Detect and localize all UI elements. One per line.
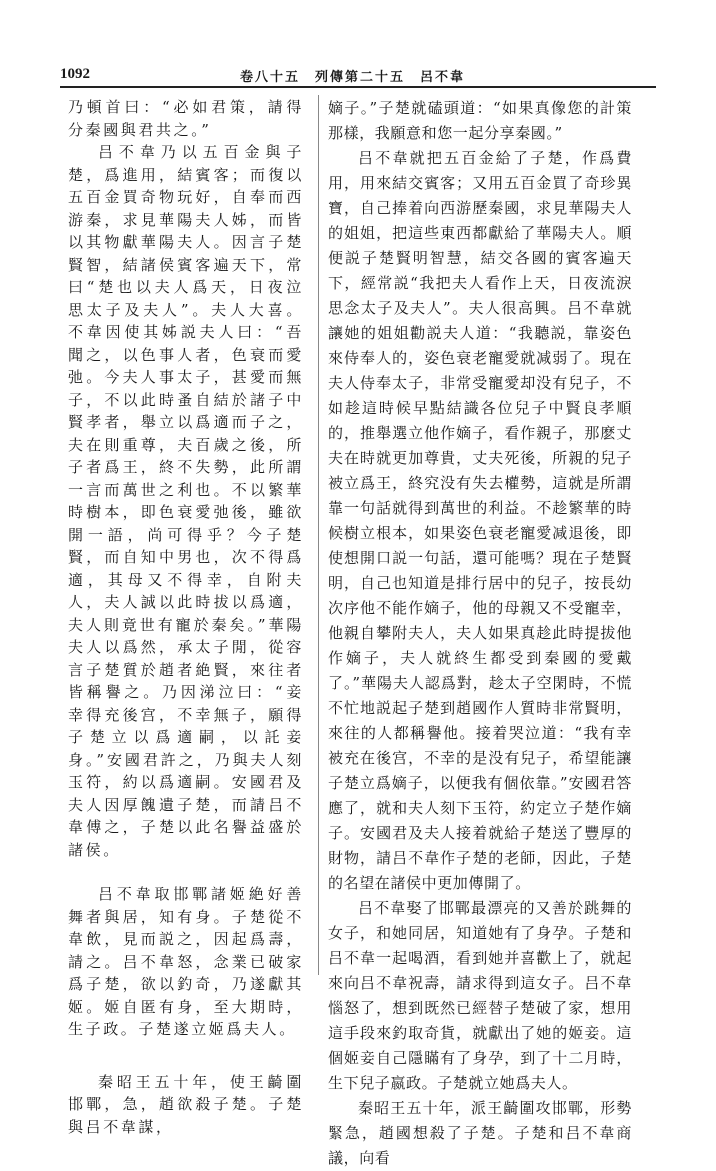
translation-paragraph-2: 吕不韋就把五百金給了子楚，作爲費用，用來結交賓客；又用五百金買了奇珍異寶，自己捧着向西游歷秦國，求見華陽夫人的姐姐，把這些東西都獻給了華陽夫人。順便説子楚賢明智慧，結交各國的賓客遍天下，經常説“我把夫人看作上天，日夜流淚思念太子及夫人”。夫人很高興。吕不韋就讓她的姐姐勸説夫人道：“我聽説，靠姿色來侍奉人的，姿色衰老寵愛就减弱了。現在夫人侍奉太子，非常受寵愛却没有兒子，不如趁這時候早點結識各位兒子中賢良孝順的，推舉選立他作嫡子，看作親子，那麽丈夫在時就更加尊貴，丈夫死後，所親的兒子被立爲王，終究没有失去權勢，這就是所謂靠一句話就得到萬世的利益。不趁繁華的時候樹立根本，如果姿色衰老寵愛减退後，即使想開口説一句話，還可能嗎？現在子楚賢明，自己也知道是排行居中的兒子，按長幼次序他不能作嫡子，他的母親又不受寵幸，他親自攀附夫人，夫人如果真趁此時提拔他作嫡子，夫人就終生都受到秦國的愛戴了。”華陽夫人認爲對，趁太子空閑時，不慌不忙地説起子楚到趙國作人質時非常賢明，來往的人都稱譽他。接着哭泣道：“我有幸被充在後宫，不幸的是没有兒子，希望能讓子楚立爲嫡子，以便我有個依靠。”安國君答應了，就和夫人刻下玉符，約定立子楚作嫡子。安國君及夫人接着就給子楚送了豐厚的財物，請吕不韋作子楚的老師，因此，子楚的名望在諸侯中更加傳開了。 bbox=[328, 149, 632, 892]
page-number: 1092 bbox=[60, 66, 90, 82]
translation-paragraph-4: 秦昭王五十年，派王齮圍攻邯鄲，形勢緊急，趙國想殺了子楚。子楚和吕不韋商議，向看 bbox=[328, 1099, 632, 1167]
classical-paragraph-3: 吕不韋取邯鄲諸姬絶好善舞者與居，知有身。子楚從不韋飲，見而説之，因起爲壽，請之。吕不韋怒，念業已破家爲子楚，欲以釣奇，乃遂獻其姬。姬自匿有身，至大期時，生子政。子楚遂立姬爲夫人。 bbox=[68, 885, 304, 1038]
classical-text-column bbox=[68, 96, 304, 1138]
column-divider bbox=[318, 95, 319, 975]
translation-paragraph-3: 吕不韋娶了邯鄲最漂亮的又善於跳舞的女子，和她同居，知道她有了身孕。子楚和吕不韋一起喝酒，看到她并喜歡上了，就起來向吕不韋祝壽，請求得到這女子。吕不韋惱怒了，想到既然已經替子楚破了家，想用這手段來釣取奇貨，就獻出了她的姬妾。這個姬妾自己隱瞞有了身孕，到了十二月時，生下兒子嬴政。子楚就立她爲夫人。 bbox=[328, 899, 632, 1092]
classical-paragraph-4: 秦昭王五十年，使王齮圍邯鄲，急，趙欲殺子楚。子楚與吕不韋謀， bbox=[68, 1072, 304, 1136]
page-header bbox=[60, 64, 656, 88]
translation-paragraph-1: 嫡子。”子楚就磕頭道：“如果真像您的計策那樣，我願意和您一起分享秦國。” bbox=[328, 99, 632, 142]
running-title: 卷八十五 列傳第二十五 呂不韋 bbox=[240, 70, 466, 85]
classical-paragraph-1: 乃頓首曰：“必如君策，請得分秦國與君共之。” bbox=[68, 98, 304, 139]
translation-column bbox=[328, 96, 632, 1171]
classical-paragraph-2: 吕不韋乃以五百金與子楚，爲進用，結賓客；而復以五百金買奇物玩好，自奉而西游秦，求見華陽夫人姊，而皆以其物獻華陽夫人。因言子楚賢智，結諸侯賓客遍天下，常曰“楚也以夫人爲天，日夜泣思太子及夫人”。夫人大喜。不韋因使其姊説夫人曰：“吾聞之，以色事人者，色衰而愛弛。今夫人事太子，甚愛而無子，不以此時蚤自結於諸子中賢孝者，舉立以爲適而子之，夫在則重尊，夫百歲之後，所子者爲王，終不失勢，此所謂一言而萬世之利也。不以繁華時樹本，即色衰愛弛後，雖欲開一語，尚可得乎？今子楚賢，而自知中男也，次不得爲適，其母又不得幸，自附夫人，夫人誠以此時拔以爲適，夫人則竟世有寵於秦矣。”華陽夫人以爲然，承太子閒，從容言子楚質於趙者絶賢，來往者皆稱譽之。乃因涕泣曰：“妾幸得充後宫，不幸無子，願得子楚立以爲適嗣，以託妾身。”安國君許之，乃與夫人刻玉符，約以爲適嗣。安國君及夫人因厚餽遺子楚，而請吕不韋傅之，子楚以此名譽益盛於諸侯。 bbox=[68, 143, 304, 859]
